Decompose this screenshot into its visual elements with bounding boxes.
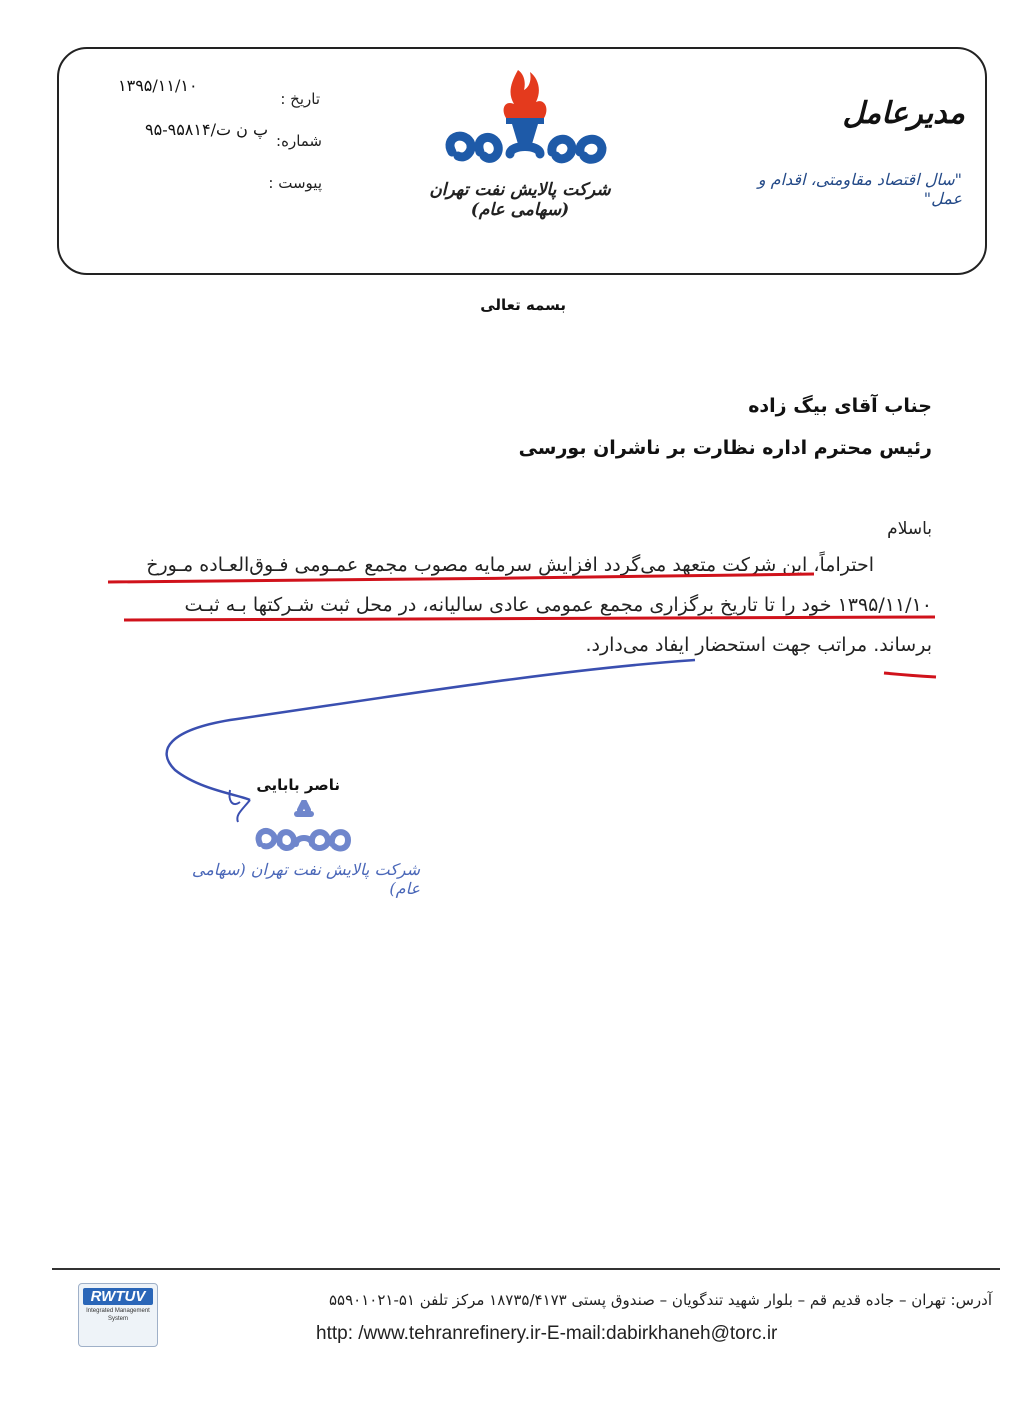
company-stamp-icon <box>252 800 352 854</box>
number-label: شماره: <box>276 132 322 150</box>
recipient-title: رئیس محترم اداره نظارت بر ناشران بورسی <box>518 437 932 459</box>
date-label: تاریخ : <box>280 90 320 108</box>
company-name: شرکت پالایش نفت تهران (سهامی عام) <box>429 180 611 220</box>
attachment-label: پیوست : <box>268 174 322 192</box>
signatory-name: ناصر بابایی <box>256 776 340 794</box>
footer-website-email: http: /www.tehranrefinery.ir-E-mail:dabirkhaneh@torc.ir <box>316 1323 778 1344</box>
body-line-3: برساند. مراتب جهت استحضار ایفاد می‌دارد. <box>585 634 932 656</box>
number-value: پ ن ت/۹۵۸۱۴-۹۵ <box>145 120 268 139</box>
rwtuv-title: RWTUV <box>83 1288 153 1305</box>
body-line-1: احتراماً، این شرکت متعهد می‌گردد افزایش سرمایه مصوب مجمع عمـومی فـوق‌العـاده مـورخ <box>146 554 874 576</box>
year-motto: "سال اقتصاد مقاومتی، اقدام و عمل" <box>757 170 962 208</box>
rwtuv-certification-logo <box>78 1283 158 1347</box>
rwtuv-subtitle: Integrated Management System <box>86 1308 150 1322</box>
date-value: ۱۳۹۵/۱۱/۱۰ <box>118 76 198 95</box>
signature-icon <box>150 640 710 840</box>
stamp-company-name: شرکت پالایش نفت تهران (سهامی عام) <box>191 860 420 898</box>
footer-divider <box>52 1268 1000 1270</box>
bismillah: بسمه تعالی <box>480 296 566 314</box>
body-line-2: ۱۳۹۵/۱۱/۱۰ خود را تا تاریخ برگزاری مجمع عمومی عادی سالیانه، در محل ثبت شـرکتها بـه ثبـت <box>184 594 932 616</box>
greeting: باسلام <box>887 519 932 539</box>
recipient-name: جناب آقای بیگ زاده <box>748 395 932 417</box>
footer-address: آدرس: تهران – جاده قدیم قم – بلوار شهید تندگویان – صندوق پستی ۱۸۷۳۵/۴۱۷۳ مرکز تلفن ۵۱-۵۵۹۰۱۰۲۱ <box>328 1291 992 1309</box>
position-title: مدیرعامل <box>842 96 965 131</box>
highlight-underlines <box>0 0 1020 700</box>
